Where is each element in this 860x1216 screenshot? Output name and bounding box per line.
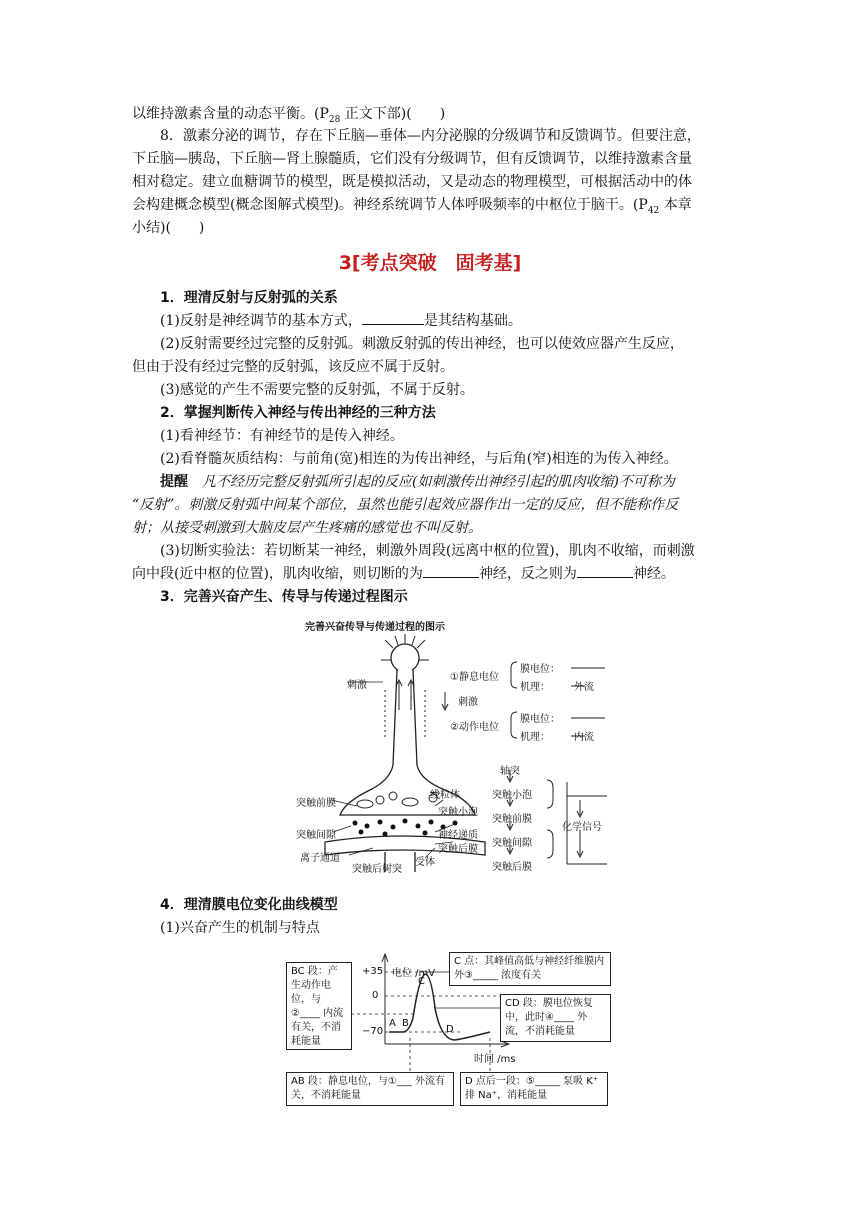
answer-blank [362, 310, 424, 325]
callout-cd: CD 段：膜电位恢复中，此时④____ 外流，不消耗能量 [500, 994, 611, 1042]
tick-zero: 0 [372, 990, 379, 1001]
label-vesicle: 突触小泡 [438, 807, 478, 818]
text-line: 向中段(近中枢的位置)，肌肉收缩，则切断的为 神经，反之则为 神经。 [132, 563, 732, 585]
neuron-soma [391, 644, 419, 672]
label-chemical-signal: 化学信号 [562, 822, 602, 833]
x-axis-label: 时间 /ms [474, 1054, 516, 1065]
text-line: (3)切断实验法：若切断某一神经，刺激外周段(远离中枢的位置)，肌肉不收缩，而刺激 [160, 543, 695, 559]
text-line: 8．激素分泌的调节，存在下丘脑—垂体—内分泌腺的分级调节和反馈调节。但要注意， [160, 128, 701, 144]
callout-c: C 点：其峰值高低与神经纤维膜内外③_____ 浓度有关 [449, 952, 611, 986]
label-action-potential: ②动作电位 [450, 722, 499, 733]
text-line: (1)看神经节：有神经节的是传入神经。 [160, 428, 404, 444]
text-line: 会构建概念模型(概念图解式模型)。神经系统调节人体呼吸频率的中枢位于脑干。($P_{42}$ 本章 [132, 197, 692, 216]
text-line: (2)反射需要经过完整的反射弧。刺激反射弧的传出神经，也可以使效应器产生反应， [160, 336, 684, 352]
tick-top: +35 [362, 966, 384, 977]
text-line: 但由于没有经过完整的反射弧，该反应不属于反射。 [132, 359, 454, 375]
label-postsynaptic-membrane: 突触后膜 [438, 844, 478, 855]
answer-blank [577, 563, 633, 578]
callout-ab: AB 段：静息电位，与①___ 外流有关，不消耗能量 [286, 1072, 454, 1106]
chain-cleft: 突触间隙 [492, 838, 532, 849]
point-c: C [418, 976, 425, 987]
y-axis-label: 电位 /mV [392, 968, 436, 979]
text-line: 相对稳定。建立血糖调节的模型，既是模拟活动，又是动态的物理模型，可根据活动中的体 [132, 174, 692, 190]
text-line: (2)看脊髓灰质结构：与前角(宽)相连的为传出神经，与后角(窄)相连的为传入神经。 [160, 451, 678, 467]
section-title: 3[考点突破 固考基] [338, 252, 522, 274]
label-transmitter: 神经递质 [438, 830, 478, 841]
text-line: 下丘脑—胰岛，下丘脑—肾上腺髓质，它们没有分级调节，但有反馈调节，以维持激素含量 [132, 151, 692, 167]
label-presynaptic-membrane: 突触前膜 [296, 798, 336, 809]
heading: 4．理清膜电位变化曲线模型 [160, 897, 338, 913]
text-line: (3)感觉的产生不需要完整的反射弧，不属于反射。 [160, 382, 474, 398]
callout-bc: BC 段：产生动作电位，与②____ 内流有关，不消耗能量 [286, 962, 352, 1050]
point-b: B [402, 1018, 409, 1029]
label-stimulus-2: 刺激 [458, 697, 478, 708]
tip-line: 射；从接受刺激到大脑皮层产生疼痛的感觉也不叫反射。 [132, 520, 482, 536]
label-stimulus: 刺激 [347, 680, 367, 691]
label-mechanism-2: 机理： 内流 [520, 732, 594, 743]
heading: 3．完善兴奋产生、传导与传递过程图示 [160, 589, 408, 605]
answer-blank [423, 563, 479, 578]
label-membrane-potential: 膜电位： [520, 664, 560, 675]
text-line: (1)兴奋产生的机制与特点 [160, 920, 320, 936]
label-ion-channel: 离子通道 [300, 853, 340, 864]
callout-d: D 点后一段：⑤_____ 泵吸 K⁺ 排 Na⁺，消耗能量 [460, 1072, 608, 1106]
point-a: A [389, 1018, 396, 1029]
text-line: 小结)( ) [132, 220, 205, 236]
label-resting-potential: ①静息电位 [450, 672, 499, 683]
label-membrane-potential-2: 膜电位： [520, 714, 560, 725]
chain-postsynaptic: 突触后膜 [492, 862, 532, 873]
label-mechanism: 机理： 外流 [520, 682, 594, 693]
point-d: D [446, 1024, 454, 1035]
label-receptor: 受体 [415, 857, 435, 868]
label-postsynaptic-dendrite: 突触后树突 [352, 864, 402, 875]
heading: 1．理清反射与反射弧的关系 [160, 290, 338, 306]
figure-title: 完善兴奋传导与传递过程的图示 [305, 622, 445, 633]
text-line: 以维持激素含量的动态平衡。($P_{28}$ 正文下部)( ) [132, 106, 446, 125]
tip-line: 提醒 凡不经历完整反射弧所引起的反应(如刺激传出神经引起的肌肉收缩)不可称为 [160, 474, 675, 490]
label-mitochondria: 线粒体 [430, 790, 460, 801]
tick-bottom: −70 [362, 1026, 384, 1037]
text-line: (1)反射是神经调节的基本方式， 是其结构基础。 [160, 310, 760, 332]
heading: 2．掌握判断传入神经与传出神经的三种方法 [160, 405, 436, 421]
label-cleft: 突触间隙 [296, 830, 336, 841]
chain-axon: 轴突 [500, 766, 520, 777]
chain-vesicle: 突触小泡 [492, 790, 532, 801]
chain-presynaptic: 突触前膜 [492, 814, 532, 825]
tip-line: “反射”。刺激反射弧中间某个部位，虽然也能引起效应器作出一定的反应，但不能称作反 [132, 497, 679, 513]
